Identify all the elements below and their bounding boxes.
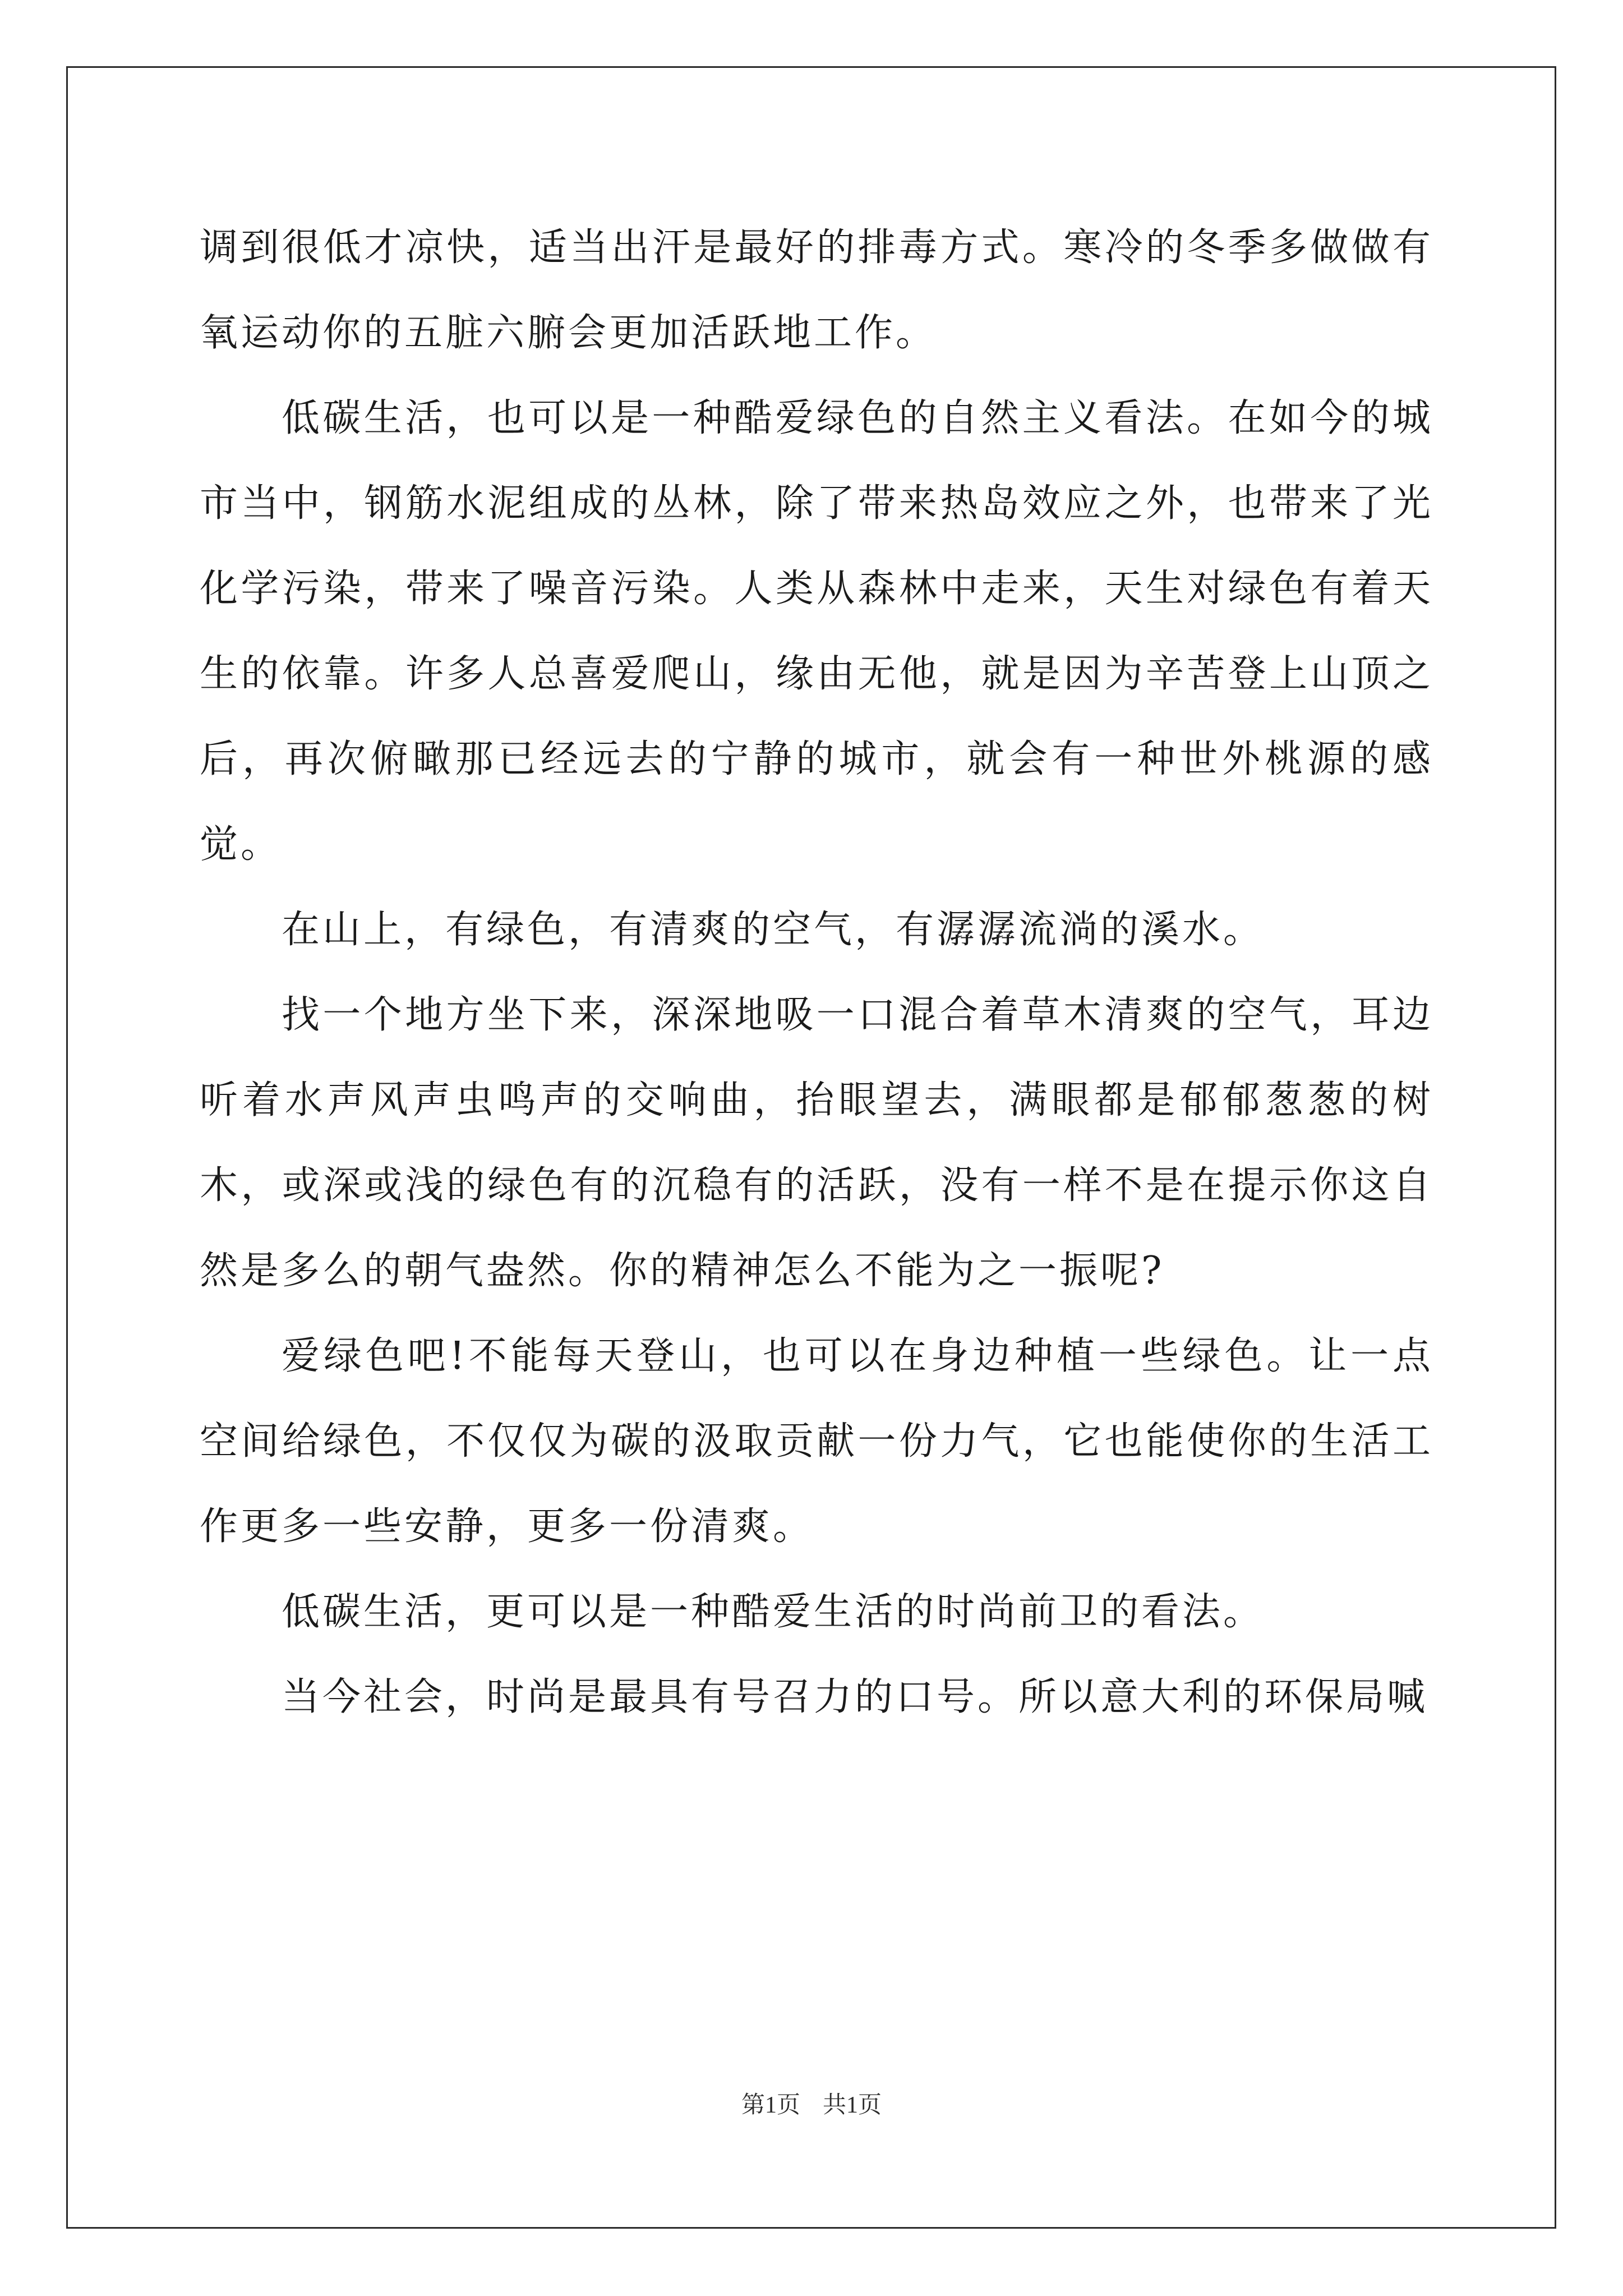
page-total: 共1页 bbox=[823, 2092, 882, 2118]
paragraph: 找一个地方坐下来，深深地吸一口混合着草木清爽的空气，耳边听着水声风声虫鸣声的交响曲，抬眼望去，满眼都是郁郁葱葱的树木，或深或浅的绿色有的沉稳有的活跃，没有一样不是在提示你这自然是多么的朝气盎然。你的精神怎么不能为之一振呢? bbox=[200, 993, 1433, 1293]
paragraph: 低碳生活，更可以是一种酷爱生活的时尚前卫的看法。 bbox=[282, 1590, 1265, 1634]
document-body bbox=[200, 205, 1433, 1740]
page-footer bbox=[0, 2090, 1623, 2121]
paragraph: 调到很低才凉快，适当出汗是最好的排毒方式。寒冷的冬季多做做有氧运动你的五脏六腑会更加活跃地工作。 bbox=[200, 226, 1433, 355]
paragraph: 在山上，有绿色，有清爽的空气，有潺潺流淌的溪水。 bbox=[282, 908, 1265, 952]
page-number: 第1页 bbox=[741, 2092, 800, 2118]
paragraph: 低碳生活，也可以是一种酷爱绿色的自然主义看法。在如今的城市当中，钢筋水泥组成的丛林，除了带来热岛效应之外，也带来了光化学污染，带来了噪音污染。人类从森林中走来，天生对绿色有着天生的依靠。许多人总喜爱爬山，缘由无他，就是因为辛苦登上山顶之后，再次俯瞰那已经远去的宁静的城市，就会有一种世外桃源的感觉。 bbox=[200, 396, 1433, 867]
paragraph: 爱绿色吧!不能每天登山，也可以在身边种植一些绿色。让一点空间给绿色，不仅仅为碳的汲取贡献一份力气，它也能使你的生活工作更多一些安静，更多一份清爽。 bbox=[200, 1334, 1433, 1549]
paragraph: 当今社会，时尚是最具有号召力的口号。所以意大利的环保局喊 bbox=[282, 1675, 1428, 1719]
